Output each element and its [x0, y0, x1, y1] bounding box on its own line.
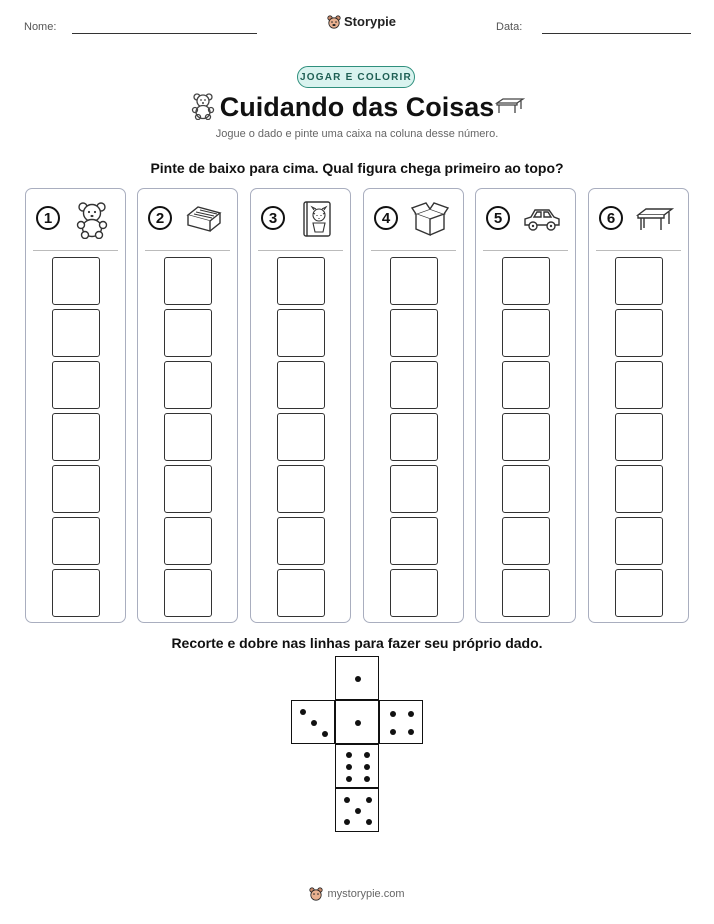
column-5 [475, 188, 576, 623]
column-header [364, 189, 463, 251]
bench-icon [635, 199, 675, 239]
color-box[interactable] [615, 517, 663, 565]
die-pip [322, 731, 328, 737]
color-box[interactable] [52, 309, 100, 357]
instruction-top: Pinte de baixo para cima. Qual figura chega primeiro ao topo? [150, 160, 564, 176]
die-pip [355, 720, 361, 726]
column-number: 4 [374, 206, 398, 230]
column-number: 3 [261, 206, 285, 230]
color-box[interactable] [164, 309, 212, 357]
brand-logo [327, 14, 396, 29]
color-box[interactable] [52, 361, 100, 409]
bench-icon [495, 97, 525, 115]
color-box[interactable] [615, 257, 663, 305]
color-box[interactable] [502, 517, 550, 565]
color-box[interactable] [390, 361, 438, 409]
column-number: 6 [599, 206, 623, 230]
color-box[interactable] [390, 257, 438, 305]
color-box[interactable] [164, 413, 212, 461]
column-1 [25, 188, 126, 623]
wooden-block-icon [184, 199, 224, 239]
bear-face-icon [309, 887, 323, 901]
color-box[interactable] [615, 465, 663, 513]
die-pip [364, 764, 370, 770]
footer [0, 887, 714, 901]
category-badge: JOGAR E COLORIR [297, 66, 415, 88]
color-box[interactable] [277, 257, 325, 305]
die-pip [408, 711, 414, 717]
die-pip [344, 797, 350, 803]
die-pip [346, 776, 352, 782]
tiger-book-icon [297, 199, 337, 239]
color-box[interactable] [164, 569, 212, 617]
die-face-5 [335, 788, 379, 832]
die-pip [364, 776, 370, 782]
color-box[interactable] [277, 465, 325, 513]
brand-name: Storypie [344, 14, 397, 29]
color-box[interactable] [502, 569, 550, 617]
color-box[interactable] [502, 361, 550, 409]
color-box[interactable] [390, 309, 438, 357]
die-pip [355, 808, 361, 814]
column-header [251, 189, 350, 251]
color-box[interactable] [502, 413, 550, 461]
color-box[interactable] [390, 569, 438, 617]
color-box[interactable] [164, 257, 212, 305]
color-box[interactable] [277, 517, 325, 565]
die-pip [390, 729, 396, 735]
column-header [476, 189, 575, 251]
color-box[interactable] [164, 517, 212, 565]
column-header [589, 189, 688, 251]
color-box[interactable] [164, 361, 212, 409]
date-label: Data: [496, 21, 523, 33]
column-divider [258, 250, 343, 251]
die-face-4 [379, 700, 423, 744]
open-box-icon [410, 199, 450, 239]
column-header [26, 189, 125, 251]
bear-face-icon [327, 15, 341, 29]
column-4 [363, 188, 464, 623]
color-box[interactable] [502, 309, 550, 357]
column-divider [596, 250, 681, 251]
color-box[interactable] [615, 309, 663, 357]
die-face-1 [335, 700, 379, 744]
die-pip [300, 709, 306, 715]
column-number: 1 [36, 206, 60, 230]
color-box[interactable] [502, 465, 550, 513]
date-line[interactable] [542, 33, 691, 34]
color-box[interactable] [390, 413, 438, 461]
die-pip [390, 711, 396, 717]
die-face-3 [291, 700, 335, 744]
column-divider [371, 250, 456, 251]
die-face-1 [335, 656, 379, 700]
column-divider [145, 250, 230, 251]
column-divider [33, 250, 118, 251]
column-number: 2 [148, 206, 172, 230]
die-face-6 [335, 744, 379, 788]
color-box[interactable] [277, 569, 325, 617]
die-pip [311, 720, 317, 726]
page-title: Cuidando das Coisas [219, 92, 495, 122]
color-box[interactable] [502, 257, 550, 305]
die-pip [366, 819, 372, 825]
column-6 [588, 188, 689, 623]
color-box[interactable] [164, 465, 212, 513]
die-pip [408, 729, 414, 735]
color-box[interactable] [277, 413, 325, 461]
color-box[interactable] [277, 309, 325, 357]
color-box[interactable] [277, 361, 325, 409]
instruction-bottom: Recorte e dobre nas linhas para fazer seu próprio dado. [171, 635, 543, 651]
footer-url: mystorypie.com [327, 888, 405, 900]
color-box[interactable] [52, 413, 100, 461]
column-2 [137, 188, 238, 623]
die-pip [355, 676, 361, 682]
die-pip [346, 752, 352, 758]
toy-car-icon [522, 199, 562, 239]
color-box[interactable] [52, 257, 100, 305]
name-label: Nome: [24, 21, 57, 33]
column-number: 5 [486, 206, 510, 230]
column-3 [250, 188, 351, 623]
teddy-bear-icon [72, 199, 112, 239]
color-box[interactable] [52, 465, 100, 513]
color-box[interactable] [615, 413, 663, 461]
color-box[interactable] [52, 517, 100, 565]
color-box[interactable] [390, 465, 438, 513]
column-header [138, 189, 237, 251]
die-pip [364, 752, 370, 758]
color-box[interactable] [390, 517, 438, 565]
die-pip [366, 797, 372, 803]
column-divider [483, 250, 568, 251]
color-box[interactable] [615, 361, 663, 409]
page-subtitle: Jogue o dado e pinte uma caixa na coluna desse número. [215, 128, 499, 140]
name-line[interactable] [72, 33, 257, 34]
die-pip [344, 819, 350, 825]
color-box[interactable] [52, 569, 100, 617]
color-box[interactable] [615, 569, 663, 617]
die-pip [346, 764, 352, 770]
